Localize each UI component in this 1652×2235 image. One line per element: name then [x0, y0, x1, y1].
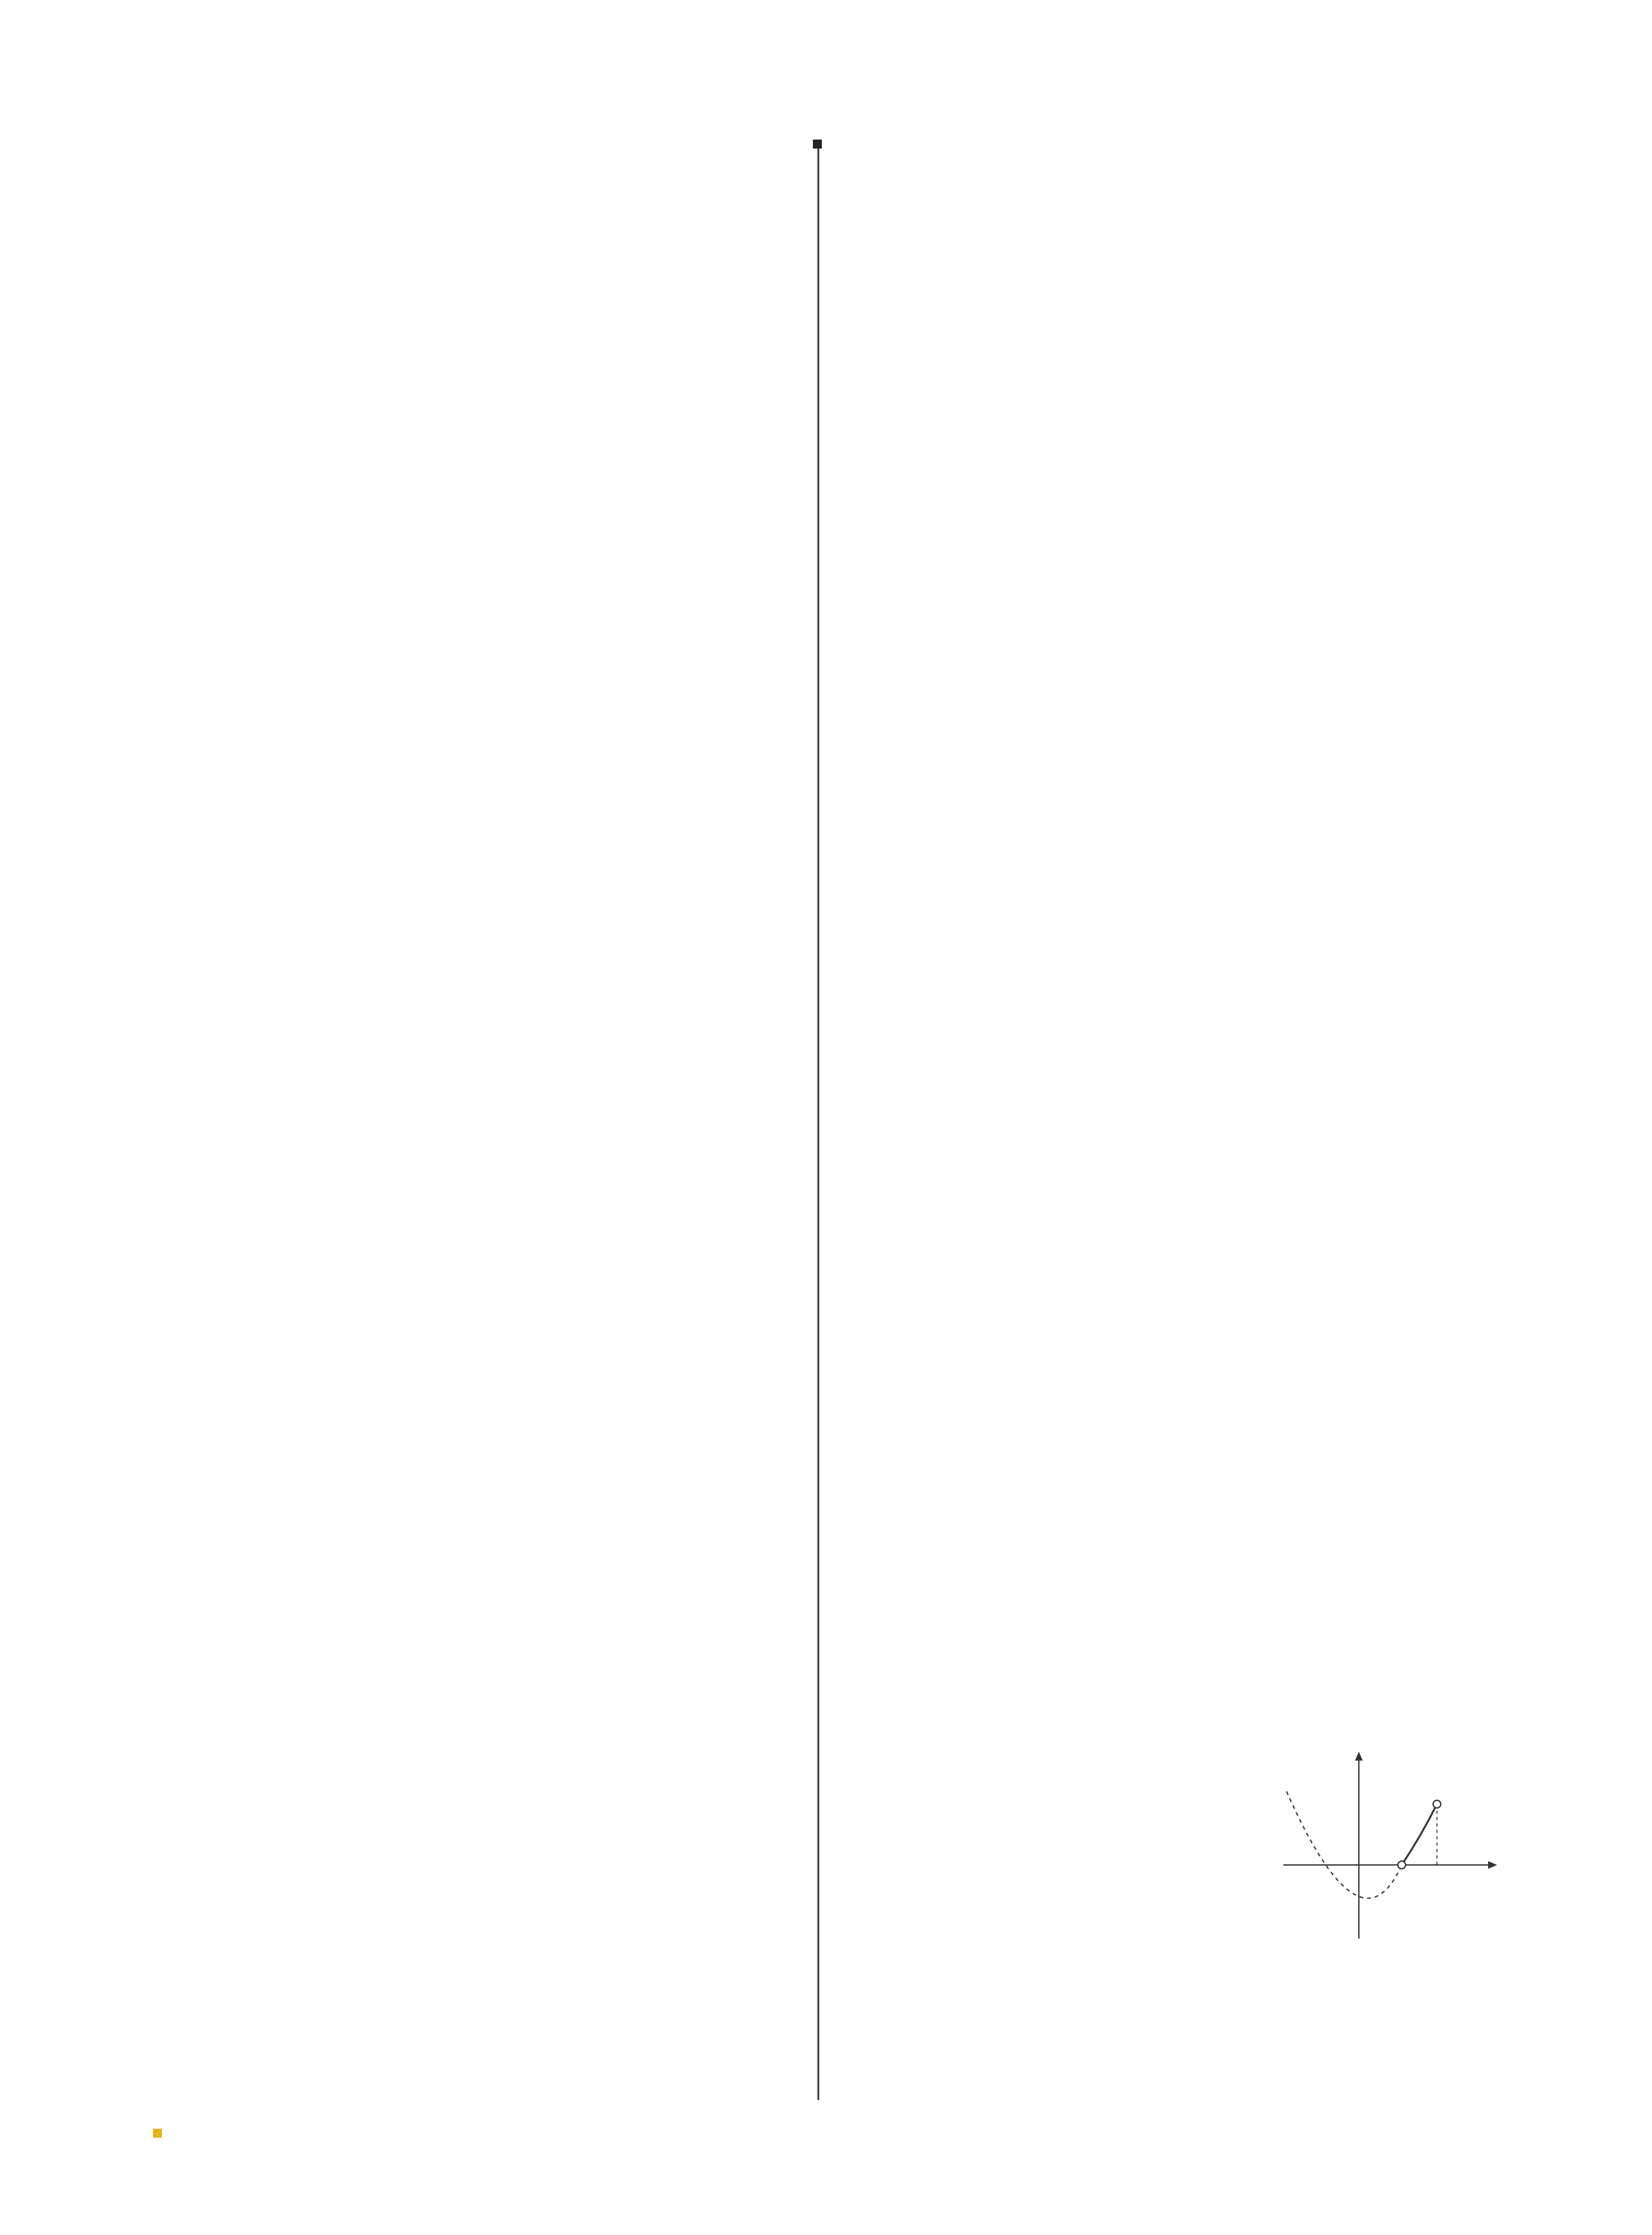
- point-x5: [1433, 1800, 1441, 1808]
- parabola-graph: [1283, 1747, 1501, 1939]
- parabola-dashed: [1287, 1791, 1402, 1898]
- x-axis-arrow: [1488, 1861, 1497, 1869]
- footer-square-icon: [153, 2129, 162, 2138]
- point-x3: [1398, 1861, 1406, 1869]
- column-divider-marker: [813, 140, 822, 149]
- page-footer: [144, 2116, 170, 2149]
- parabola-solid: [1402, 1804, 1437, 1865]
- column-divider: [817, 140, 819, 2100]
- y-axis-arrow: [1355, 1752, 1363, 1761]
